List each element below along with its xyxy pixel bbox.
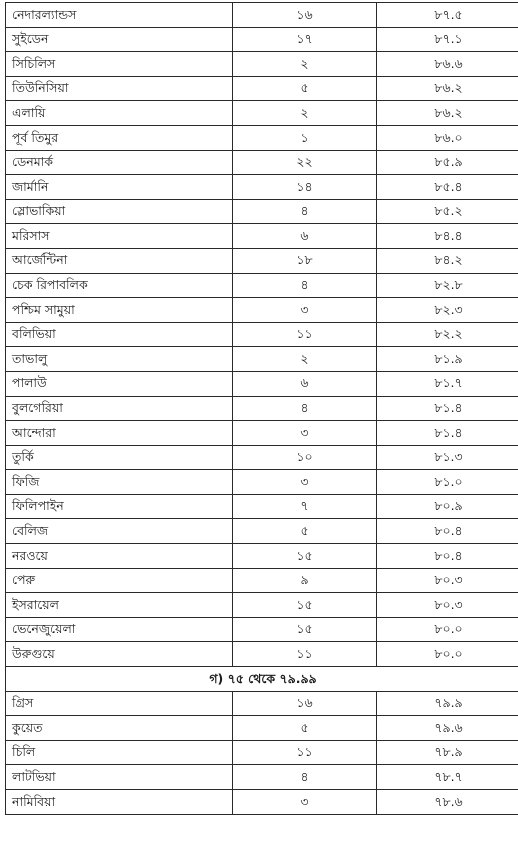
- score-cell: ৮৪.৪: [377, 224, 518, 249]
- score-cell: ৮৪.২: [377, 248, 518, 273]
- table-row: [6, 544, 518, 569]
- table-row: [6, 322, 518, 347]
- data-table-sheet: [5, 2, 511, 815]
- country-name-cell: লাটভিয়া: [6, 765, 233, 790]
- count-cell: ২: [233, 101, 377, 126]
- score-cell: ৮৬.২: [377, 101, 518, 126]
- table-row: [6, 470, 518, 495]
- table-row: [6, 691, 518, 716]
- country-name-cell: উরুগুয়ে: [6, 642, 233, 667]
- count-cell: ২: [233, 52, 377, 77]
- count-cell: ১: [233, 125, 377, 150]
- country-name-cell: তাভালু: [6, 347, 233, 372]
- count-cell: ৩: [233, 790, 377, 815]
- country-name-cell: জার্মানি: [6, 175, 233, 200]
- table-body-upper: [6, 3, 518, 667]
- count-cell: ১৫: [233, 544, 377, 569]
- table-row: [6, 224, 518, 249]
- count-cell: ১১: [233, 322, 377, 347]
- country-name-cell: চেক রিপাবলিক: [6, 273, 233, 298]
- score-cell: ৮৫.৪: [377, 175, 518, 200]
- table-row: [6, 519, 518, 544]
- table-row: [6, 716, 518, 741]
- count-cell: ১৪: [233, 175, 377, 200]
- score-cell: ৮১.৭: [377, 371, 518, 396]
- count-cell: ১১: [233, 740, 377, 765]
- table-row: [6, 150, 518, 175]
- country-name-cell: আর্জেন্টিনা: [6, 248, 233, 273]
- country-name-cell: স্লোভাকিয়া: [6, 199, 233, 224]
- score-cell: ৮৬.০: [377, 125, 518, 150]
- count-cell: ১৭: [233, 27, 377, 52]
- count-cell: ২২: [233, 150, 377, 175]
- table-row: [6, 175, 518, 200]
- table-row: [6, 371, 518, 396]
- table-row: [6, 740, 518, 765]
- table-row: [6, 248, 518, 273]
- score-cell: ৮১.৩: [377, 445, 518, 470]
- table-row: [6, 790, 518, 815]
- score-cell: ৭৯.৬: [377, 716, 518, 741]
- country-name-cell: পূর্ব তিমুর: [6, 125, 233, 150]
- table-row: [6, 298, 518, 323]
- country-name-cell: তুর্কি: [6, 445, 233, 470]
- table-row: [6, 445, 518, 470]
- table-row: [6, 347, 518, 372]
- score-cell: ৮০.৪: [377, 544, 518, 569]
- country-name-cell: ডেনমার্ক: [6, 150, 233, 175]
- section-heading: গ) ৭৫ থেকে ৭৯.৯৯: [6, 667, 518, 692]
- country-name-cell: পশ্চিম সামুয়া: [6, 298, 233, 323]
- score-cell: ৭৮.৯: [377, 740, 518, 765]
- table-section-heading-group: [6, 667, 518, 692]
- section-heading-row: [6, 667, 518, 692]
- count-cell: ১৫: [233, 617, 377, 642]
- count-cell: ৩: [233, 298, 377, 323]
- count-cell: ৫: [233, 519, 377, 544]
- country-name-cell: বলিভিয়া: [6, 322, 233, 347]
- country-name-cell: সুইডেন: [6, 27, 233, 52]
- country-name-cell: ভেনেজুয়েলা: [6, 617, 233, 642]
- count-cell: ৩: [233, 421, 377, 446]
- score-cell: ৮৫.৯: [377, 150, 518, 175]
- count-cell: ৭: [233, 494, 377, 519]
- country-name-cell: আন্দোরা: [6, 421, 233, 446]
- table-row: [6, 3, 518, 28]
- count-cell: ৪: [233, 199, 377, 224]
- count-cell: ১০: [233, 445, 377, 470]
- count-cell: ৪: [233, 273, 377, 298]
- score-cell: ৮০.৩: [377, 568, 518, 593]
- country-name-cell: এলায়ি: [6, 101, 233, 126]
- count-cell: ৫: [233, 716, 377, 741]
- table-row: [6, 765, 518, 790]
- score-cell: ৮৬.৬: [377, 52, 518, 77]
- table-row: [6, 101, 518, 126]
- count-cell: ১৮: [233, 248, 377, 273]
- table-row: [6, 642, 518, 667]
- country-name-cell: পেরু: [6, 568, 233, 593]
- score-cell: ৮২.৮: [377, 273, 518, 298]
- score-cell: ৮০.৪: [377, 519, 518, 544]
- table-row: [6, 494, 518, 519]
- country-name-cell: মরিসাস: [6, 224, 233, 249]
- score-cell: ৮৭.৫: [377, 3, 518, 28]
- table-row: [6, 27, 518, 52]
- country-name-cell: তিউনিসিয়া: [6, 76, 233, 101]
- count-cell: ৬: [233, 371, 377, 396]
- score-cell: ৮২.২: [377, 322, 518, 347]
- country-name-cell: গ্রিস: [6, 691, 233, 716]
- table-row: [6, 199, 518, 224]
- table-row: [6, 421, 518, 446]
- score-cell: ৭৮.৬: [377, 790, 518, 815]
- count-cell: ১৬: [233, 691, 377, 716]
- count-cell: ১৬: [233, 3, 377, 28]
- score-cell: ৮২.৩: [377, 298, 518, 323]
- score-cell: ৮১.৪: [377, 421, 518, 446]
- country-name-cell: ফিলিপাইন: [6, 494, 233, 519]
- count-cell: ২: [233, 347, 377, 372]
- count-cell: ৩: [233, 470, 377, 495]
- country-name-cell: বুলগেরিয়া: [6, 396, 233, 421]
- score-cell: ৮০.০: [377, 642, 518, 667]
- count-cell: ১৫: [233, 593, 377, 618]
- table-body-lower: [6, 691, 518, 814]
- country-name-cell: চিলি: [6, 740, 233, 765]
- country-name-cell: বেলিজ: [6, 519, 233, 544]
- table-row: [6, 593, 518, 618]
- count-cell: ১১: [233, 642, 377, 667]
- country-name-cell: ফিজি: [6, 470, 233, 495]
- country-name-cell: নেদারল্যান্ডস: [6, 3, 233, 28]
- score-cell: ৮১.৯: [377, 347, 518, 372]
- score-cell: ৭৯.৯: [377, 691, 518, 716]
- country-name-cell: সিচিলিস: [6, 52, 233, 77]
- score-cell: ৮৫.২: [377, 199, 518, 224]
- country-name-cell: পালাউ: [6, 371, 233, 396]
- score-cell: ৮০.৯: [377, 494, 518, 519]
- table-row: [6, 76, 518, 101]
- score-cell: ৭৮.৭: [377, 765, 518, 790]
- count-cell: ৪: [233, 765, 377, 790]
- score-cell: ৮৬.২: [377, 76, 518, 101]
- country-name-cell: নরওয়ে: [6, 544, 233, 569]
- country-score-table: [5, 2, 518, 815]
- score-cell: ৮০.৩: [377, 593, 518, 618]
- table-row: [6, 273, 518, 298]
- table-row: [6, 125, 518, 150]
- country-name-cell: কুয়েত: [6, 716, 233, 741]
- count-cell: ৫: [233, 76, 377, 101]
- score-cell: ৮৭.১: [377, 27, 518, 52]
- score-cell: ৮১.৪: [377, 396, 518, 421]
- table-row: [6, 52, 518, 77]
- country-name-cell: ইসরায়েল: [6, 593, 233, 618]
- country-name-cell: নামিবিয়া: [6, 790, 233, 815]
- count-cell: ৯: [233, 568, 377, 593]
- score-cell: ৮০.০: [377, 617, 518, 642]
- table-row: [6, 396, 518, 421]
- score-cell: ৮১.০: [377, 470, 518, 495]
- table-row: [6, 568, 518, 593]
- count-cell: ৬: [233, 224, 377, 249]
- count-cell: ৪: [233, 396, 377, 421]
- table-row: [6, 617, 518, 642]
